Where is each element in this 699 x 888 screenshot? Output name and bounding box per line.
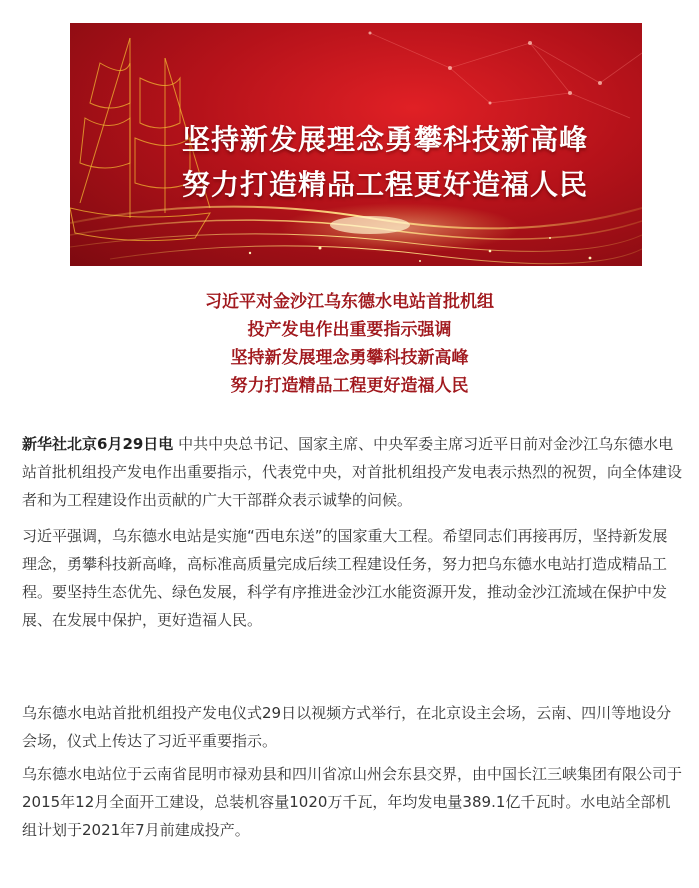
headline-line-1: 习近平对金沙江乌东德水电站首批机组 [205,292,494,312]
article-paragraph-2: 习近平强调，乌东德水电站是实施“西电东送”的国家重大工程。希望同志们再接再厉，坚持新发展理念，勇攀科技新高峰，高标准高质量完成后续工程建设任务，努力把乌东德水电站打造成精品工程。要坚持生态优先、绿色发展，科学有序推进金沙江水能资源开发，推动金沙江流域在保护中发展、在发展中保护，更好造福人民。 [22,527,668,629]
banner-title-line-2: 努力打造精品工程更好造福人民 [181,168,588,201]
header-banner [70,23,642,266]
headline-line-3: 坚持新发展理念勇攀科技新高峰 [230,348,469,368]
paragraph-1-text: 中共中央总书记、国家主席、中央军委主席习近平日前对金沙江乌东德水电站首批机组投产发电作出重要指示，代表党中央，对首批机组投产发电表示热烈的祝贺，向全体建设者和为工程建设作出贡献的广大干部群众表示诚挚的问候。 [22,435,683,509]
article-headline [0,288,699,400]
article-paragraph-3: 乌东德水电站首批机组投产发电仪式29日以视频方式举行，在北京设主会场，云南、四川等地设分会场，仪式上传达了习近平重要指示。 [22,704,672,750]
dateline: 新华社北京6月29日电 [22,435,174,453]
headline-line-2: 投产发电作出重要指示强调 [247,320,452,340]
article-paragraph-1 [22,430,682,514]
headline-line-4: 努力打造精品工程更好造福人民 [230,376,469,396]
banner-title-line-1: 坚持新发展理念勇攀科技新高峰 [181,123,588,156]
article-paragraph-4: 乌东德水电站位于云南省昆明市禄劝县和四川省凉山州会东县交界，由中国长江三峡集团有限公司于2015年12月全面开工建设，总装机容量1020万千瓦，年均发电量389.1亿千瓦时。水电站全部机组计划于2021年7月前建成投产。 [22,765,683,839]
